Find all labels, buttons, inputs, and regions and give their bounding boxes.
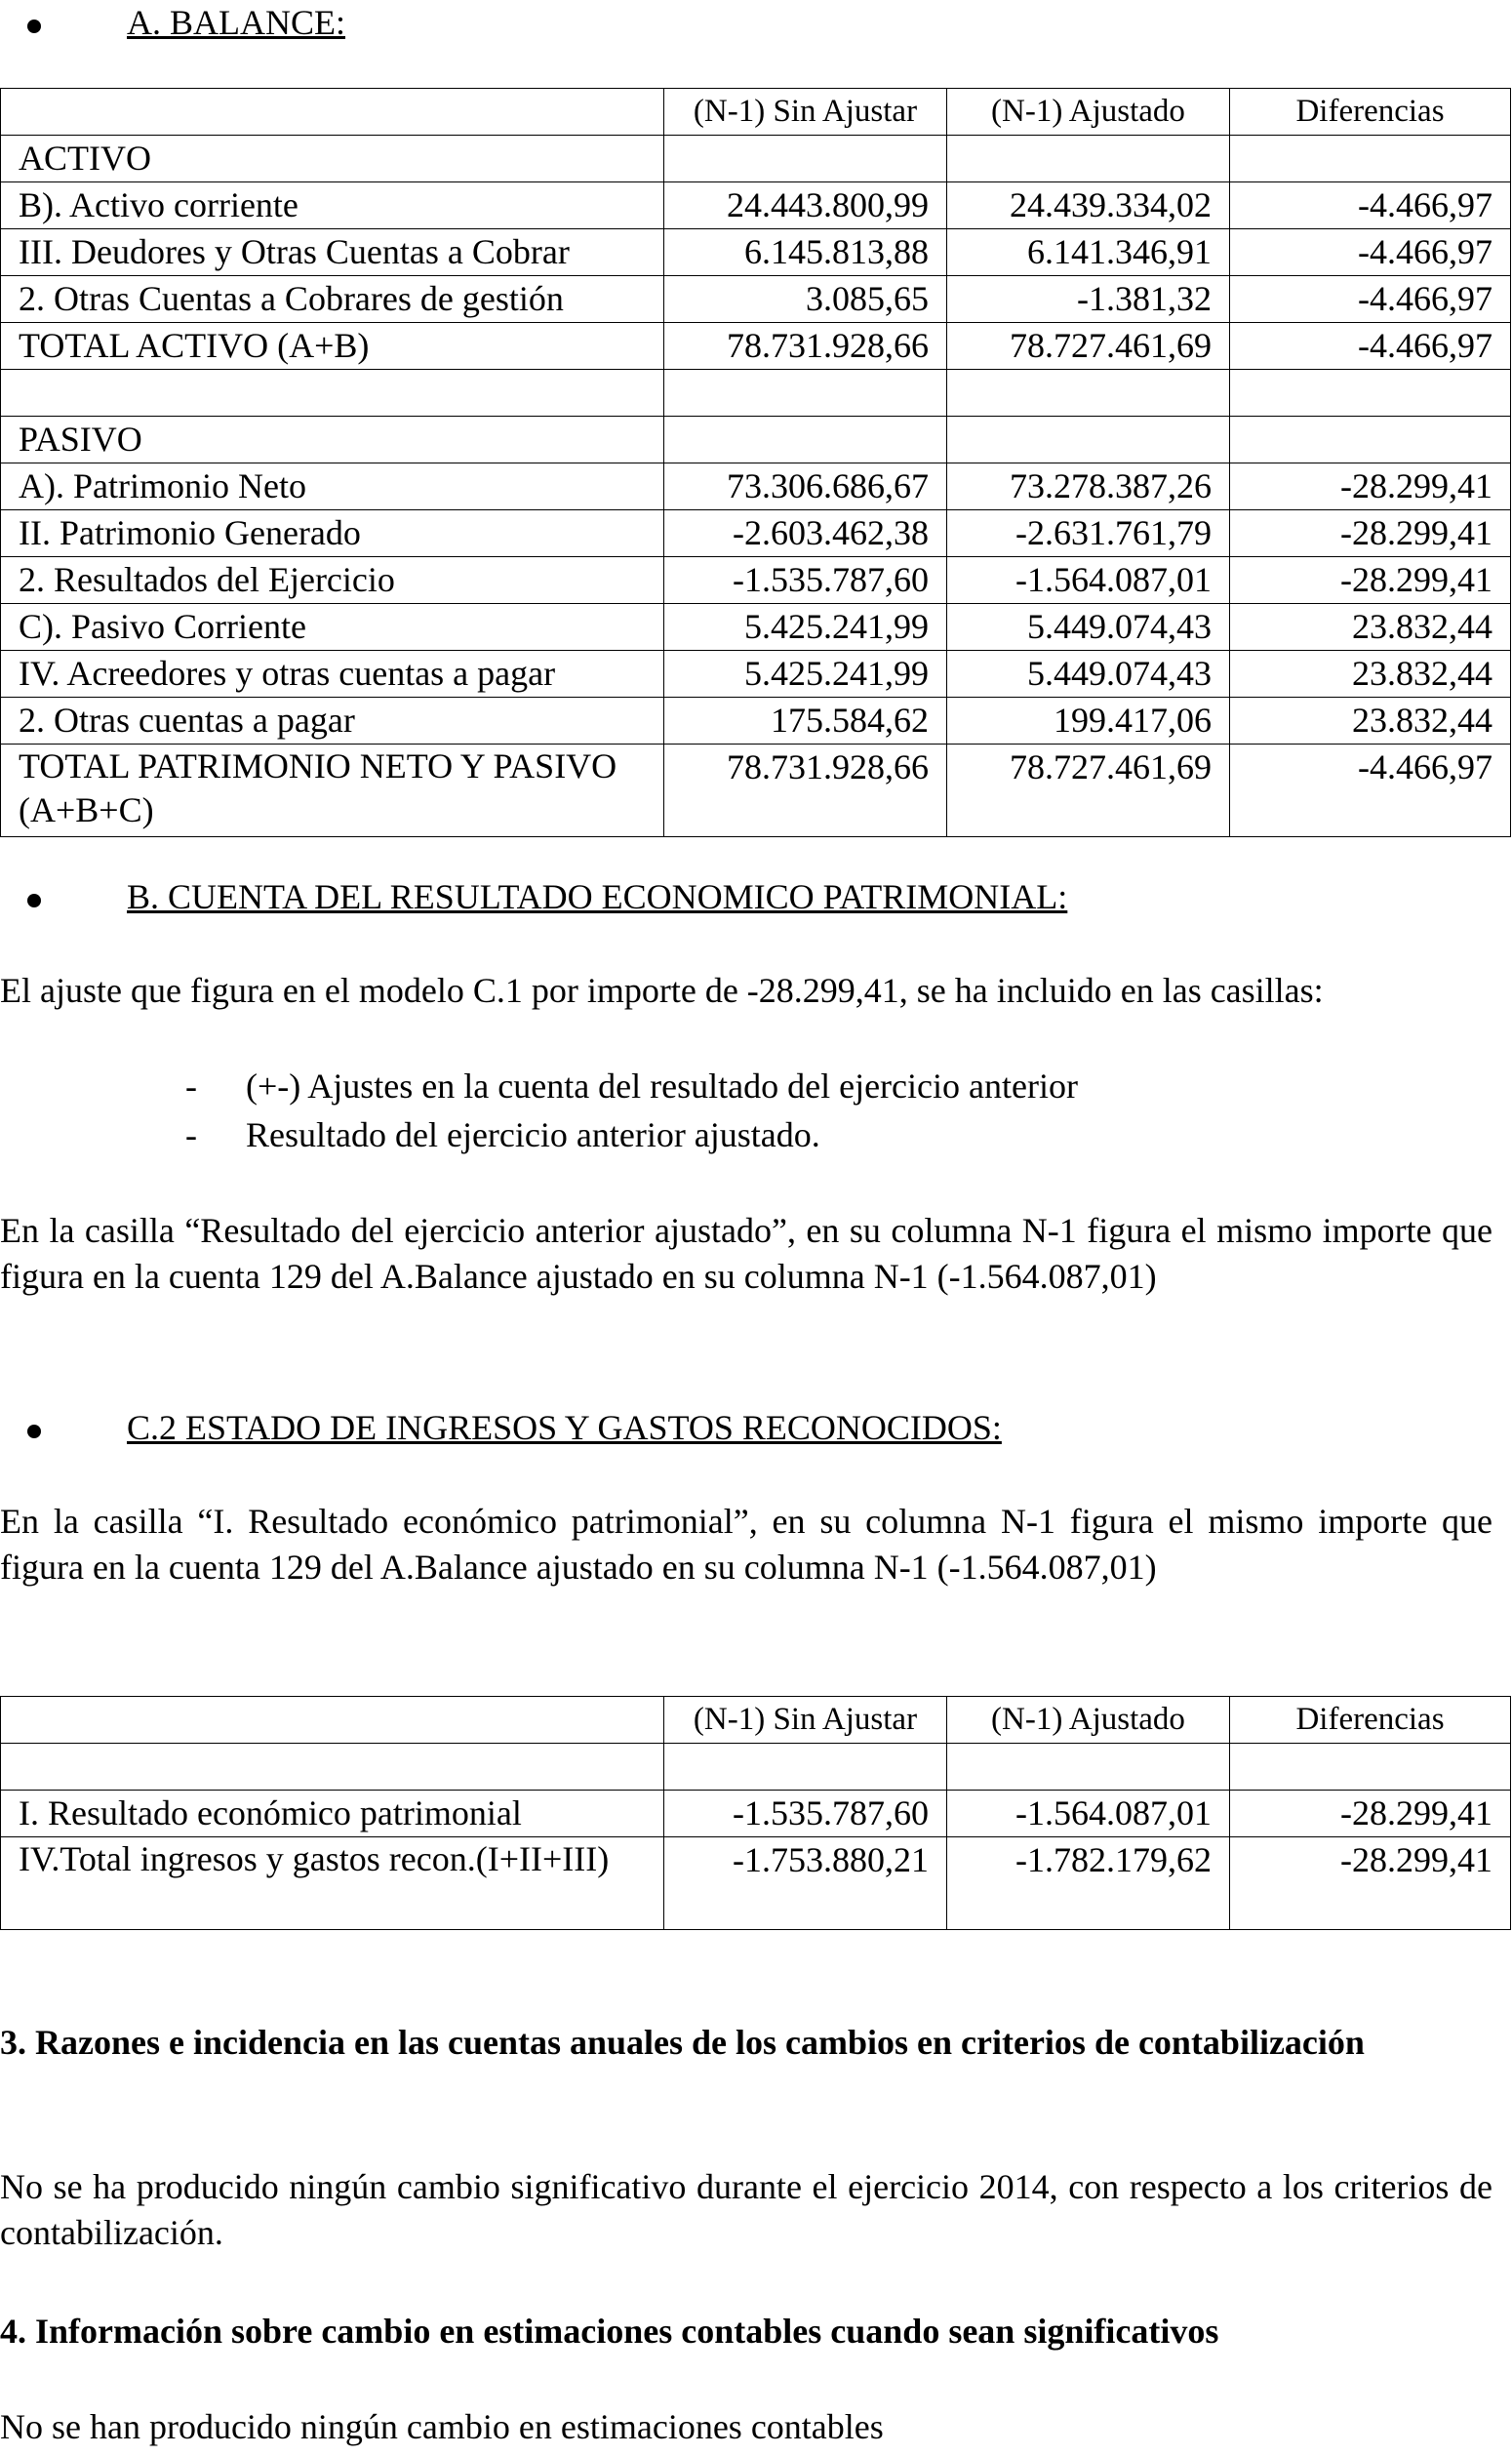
cell-sin-ajustar [664,370,947,417]
cell-sin-ajustar: -2.603.462,38 [664,510,947,557]
table-row [1,182,1511,229]
bullet-icon [27,894,41,907]
row-label: ACTIVO [1,136,664,182]
document-page: A. BALANCE: (N-1) Sin Ajustar (N-1) Ajustado Diferencias ACTIVO B). Activo corriente 24.443.800,99 24.439.334,02 -4.466,97 III. Deudores y Otras Cuentas a Cobrar 6.145.813,88 6.141.346,91 -4.466,97 2. Otras Cuentas a Cobrares de gestión 3.085,65 -1.381,32 -4.466,97 TOTAL ACTIVO (A+B) 78.731.928,66 78.727.461,69 -4.466,97 PASIVO A). Patrimonio Neto 73.306.686,67 73.278.387,26 -28.299,41 II. Patrimonio Generado -2.603.462,38 -2.631.761,79 -28.299,41 2. Resultados del Ejercicio -1.535.787,60 -1.564.087,01 -28.299,41 C). Pasivo Corriente 5.425.241,99 5.449.074,43 23.832,44 IV. Acreedores y otras cuentas a pagar 5.425.241,99 5.449.074,43 23.832,44 2. Otras cuentas a pagar 175.584,62 199.417,06 23.832,44 TOTAL PATRIMONIO NETO Y PASIVO (A+B+C) 78.731.928,66 78.727.461,69 -4.466,97 B. CUENTA DEL RESULTADO ECONOMICO PATRIMONIAL: El ajuste que figura en el modelo C.1 por importe de -28.299,41, se ha incluido en las casillas: - (+-) Ajustes en la cuenta del resultado del ejercicio anterior - Resultado del ejercicio anterior ajustado. En la casilla “Resultado del ejercicio anterior ajustado”, en su columna N-1 figura el mismo importe que figura en la cuenta 129 del A.Balance ajustado en su columna N-1 (-1.564.087,01) C.2 ESTADO DE INGRESOS Y GASTOS RECONOCIDOS: En la casilla “I. Resultado económico patrimonial”, en su columna N-1 figura el mismo importe que figura en la cuenta 129 del A.Balance ajustado en su columna N-1 (-1.564.087,01) (N-1) Sin Ajustar (N-1) Ajustado Diferencias I. Resultado económico patrimonial -1.535.787,60 -1.564.087,01 -28.299,41 IV.Total ingresos y gastos recon.(I+II+III) -1.753.880,21 -1.782.179,62 -28.299,41 3. Razones e incidencia en las cuentas anuales de los cambios en criterios de contabilización No se ha producido ningún cambio significativo durante el ejercicio 2014, con respecto a los criterios de contabilización. 4. Información sobre cambio en estimaciones contables cuando sean significativos No se han producido ningún cambio en estimaciones contables [0,0,1512,2456]
table-row [1,1837,1511,1930]
row-label: 2. Resultados del Ejercicio [1,557,664,604]
cell-sin-ajustar: -1.535.787,60 [664,557,947,604]
section-3-title: 3. Razones e incidencia en las cuentas anuales de los cambios en criterios de contabilización [0,2023,1365,2062]
balance-table [0,88,1511,837]
cell-ajustado: -1.564.087,01 [947,1791,1230,1837]
table-row [1,229,1511,276]
row-label: IV.Total ingresos y gastos recon.(I+II+III) [1,1837,664,1930]
cell-ajustado: 78.727.461,69 [947,745,1230,837]
row-label: TOTAL PATRIMONIO NETO Y PASIVO (A+B+C) [1,745,664,837]
cell-ajustado: 5.449.074,43 [947,651,1230,698]
row-label [1,1744,664,1791]
cell-diferencias: -28.299,41 [1230,557,1511,604]
table-row [1,698,1511,745]
cell-ajustado: 199.417,06 [947,698,1230,745]
cell-sin-ajustar [664,1744,947,1791]
table-row [1,1791,1511,1837]
cell-sin-ajustar: 175.584,62 [664,698,947,745]
cell-diferencias: -28.299,41 [1230,1837,1511,1930]
cell-sin-ajustar: 78.731.928,66 [664,323,947,370]
cell-sin-ajustar: -1.535.787,60 [664,1791,947,1837]
cell-diferencias [1230,370,1511,417]
cell-diferencias: -4.466,97 [1230,276,1511,323]
table-header-cell: (N-1) Ajustado [947,1697,1230,1744]
section-b-paragraph-2: En la casilla “Resultado del ejercicio anterior ajustado”, en su columna N-1 figura el mismo importe que figura en la cuenta 129 del A.Balance ajustado en su columna N-1 (-1.564.087,01) [0,1211,1492,1296]
table-row [1,745,1511,837]
cell-ajustado: 78.727.461,69 [947,323,1230,370]
section-3-paragraph: No se ha producido ningún cambio significativo durante el ejercicio 2014, con respecto a los criterios de contabilización. [0,2167,1492,2252]
cell-diferencias: -4.466,97 [1230,745,1511,837]
cell-diferencias: 23.832,44 [1230,651,1511,698]
section-4-paragraph: No se han producido ningún cambio en estimaciones contables [0,2407,884,2446]
cell-sin-ajustar [664,136,947,182]
row-label: B). Activo corriente [1,182,664,229]
cell-sin-ajustar: 24.443.800,99 [664,182,947,229]
section-c2-title: C.2 ESTADO DE INGRESOS Y GASTOS RECONOCIDOS: [127,1408,1002,1447]
cell-sin-ajustar: 5.425.241,99 [664,651,947,698]
cell-diferencias [1230,136,1511,182]
cell-sin-ajustar: 6.145.813,88 [664,229,947,276]
cell-diferencias: -28.299,41 [1230,463,1511,510]
list-item-text: (+-) Ajustes en la cuenta del resultado del ejercicio anterior [246,1067,1078,1106]
row-label: C). Pasivo Corriente [1,604,664,651]
row-label: III. Deudores y Otras Cuentas a Cobrar [1,229,664,276]
table-header-cell [1,89,664,136]
table-header-row [1,1697,1511,1744]
table-row [1,323,1511,370]
section-b-paragraph-1: El ajuste que figura en el modelo C.1 por importe de -28.299,41, se ha incluido en las casillas: [0,971,1324,1010]
table-row [1,136,1511,182]
cell-ajustado: -2.631.761,79 [947,510,1230,557]
ingresos-gastos-table [0,1696,1511,1930]
cell-sin-ajustar: 5.425.241,99 [664,604,947,651]
bullet-icon [27,20,41,33]
row-label: 2. Otras cuentas a pagar [1,698,664,745]
row-label: TOTAL ACTIVO (A+B) [1,323,664,370]
table-row [1,651,1511,698]
cell-ajustado: 6.141.346,91 [947,229,1230,276]
cell-sin-ajustar: 3.085,65 [664,276,947,323]
table-header-cell: (N-1) Sin Ajustar [664,1697,947,1744]
section-c2-paragraph: En la casilla “I. Resultado económico patrimonial”, en su columna N-1 figura el mismo importe que figura en la cuenta 129 del A.Balance ajustado en su columna N-1 (-1.564.087,01) [0,1502,1492,1587]
table-header-cell [1,1697,664,1744]
table-row [1,604,1511,651]
section-b-title: B. CUENTA DEL RESULTADO ECONOMICO PATRIMONIAL: [127,877,1068,916]
cell-diferencias [1230,417,1511,463]
cell-diferencias: -4.466,97 [1230,323,1511,370]
cell-ajustado: 24.439.334,02 [947,182,1230,229]
table-row [1,370,1511,417]
cell-sin-ajustar: 73.306.686,67 [664,463,947,510]
table-header-cell: (N-1) Ajustado [947,89,1230,136]
table-row [1,557,1511,604]
cell-sin-ajustar: -1.753.880,21 [664,1837,947,1930]
cell-diferencias: -4.466,97 [1230,182,1511,229]
row-label: IV. Acreedores y otras cuentas a pagar [1,651,664,698]
cell-ajustado: -1.381,32 [947,276,1230,323]
cell-ajustado: -1.564.087,01 [947,557,1230,604]
table-row [1,510,1511,557]
table-header-cell: Diferencias [1230,89,1511,136]
table-header-row [1,89,1511,136]
cell-diferencias: 23.832,44 [1230,604,1511,651]
cell-diferencias: -28.299,41 [1230,510,1511,557]
table-row [1,276,1511,323]
table-header-cell: Diferencias [1230,1697,1511,1744]
cell-sin-ajustar [664,417,947,463]
row-label: PASIVO [1,417,664,463]
cell-diferencias [1230,1744,1511,1791]
cell-diferencias: 23.832,44 [1230,698,1511,745]
cell-ajustado: 5.449.074,43 [947,604,1230,651]
bullet-icon [27,1425,41,1438]
row-label: A). Patrimonio Neto [1,463,664,510]
cell-ajustado [947,136,1230,182]
cell-ajustado: -1.782.179,62 [947,1837,1230,1930]
row-label: 2. Otras Cuentas a Cobrares de gestión [1,276,664,323]
list-item-text: Resultado del ejercicio anterior ajustado. [246,1115,820,1154]
section-4-title: 4. Información sobre cambio en estimaciones contables cuando sean significativos [0,2312,1219,2351]
cell-ajustado [947,1744,1230,1791]
table-header-cell: (N-1) Sin Ajustar [664,89,947,136]
cell-diferencias: -28.299,41 [1230,1791,1511,1837]
table-row [1,417,1511,463]
cell-ajustado [947,417,1230,463]
cell-diferencias: -4.466,97 [1230,229,1511,276]
row-label [1,370,664,417]
cell-sin-ajustar: 78.731.928,66 [664,745,947,837]
cell-ajustado: 73.278.387,26 [947,463,1230,510]
row-label: I. Resultado económico patrimonial [1,1791,664,1837]
section-a-title: A. BALANCE: [127,3,345,42]
row-label: II. Patrimonio Generado [1,510,664,557]
cell-ajustado [947,370,1230,417]
table-row [1,463,1511,510]
table-row [1,1744,1511,1791]
